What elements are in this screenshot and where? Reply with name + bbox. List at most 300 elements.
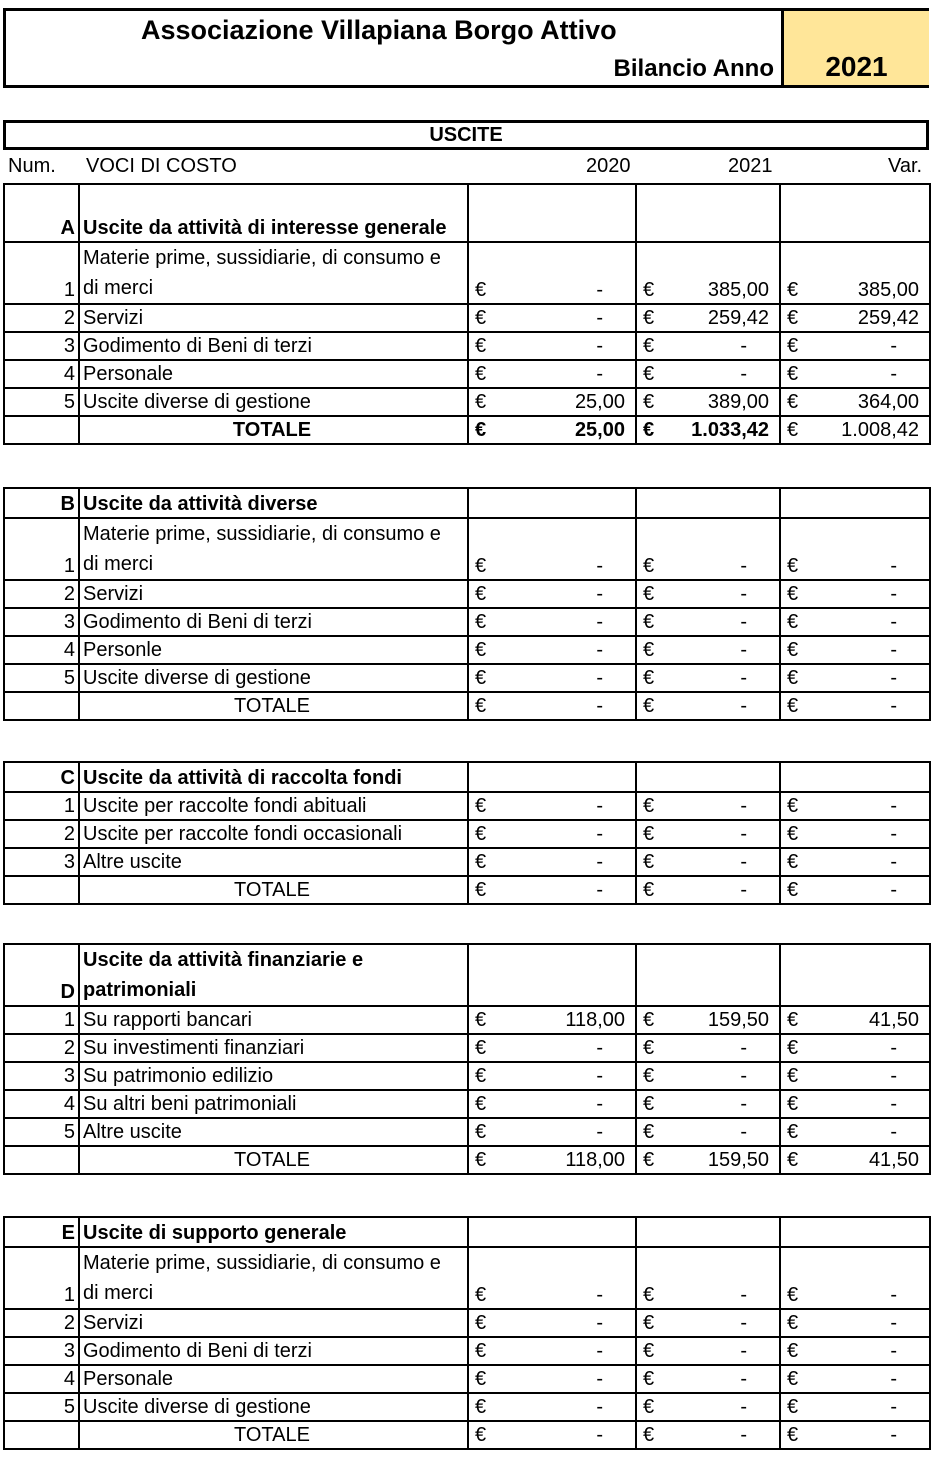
total-label: TOTALE xyxy=(79,1146,468,1174)
total-2020 xyxy=(468,876,636,904)
table-row xyxy=(4,304,930,332)
total-var-content xyxy=(787,1422,923,1448)
row-label: Su investimenti finanziari xyxy=(79,1034,468,1062)
value-var-value: - xyxy=(890,363,897,385)
value-var xyxy=(780,242,930,304)
currency-symbol: € xyxy=(475,363,487,385)
col-num-header: Num. xyxy=(8,155,56,177)
value-2021 xyxy=(636,792,780,820)
value-2020-content xyxy=(475,1282,629,1308)
total-2020-value: - xyxy=(596,879,603,901)
total-var-content xyxy=(787,877,923,903)
value-2020 xyxy=(468,580,636,608)
empty-cell xyxy=(636,488,780,518)
value-var-value: - xyxy=(890,1368,897,1390)
value-2020-content xyxy=(475,1119,629,1145)
report-subtitle: Bilancio Anno xyxy=(613,55,774,82)
currency-symbol: € xyxy=(643,1424,655,1446)
total-2021-value: - xyxy=(740,695,747,717)
total-2020-content xyxy=(475,1147,629,1173)
value-2020 xyxy=(468,1247,636,1309)
section-table-b xyxy=(3,487,931,721)
currency-symbol: € xyxy=(643,695,655,717)
value-2021-value: - xyxy=(740,1037,747,1059)
total-var-value: 41,50 xyxy=(868,1149,919,1171)
section-letter: B xyxy=(4,488,79,518)
total-row xyxy=(4,1421,930,1449)
row-label: Altre uscite xyxy=(79,848,468,876)
empty-cell xyxy=(636,184,780,242)
value-2020 xyxy=(468,518,636,580)
value-var xyxy=(780,792,930,820)
value-2020-value: - xyxy=(596,1396,603,1418)
table-row xyxy=(4,1006,930,1034)
total-row xyxy=(4,692,930,720)
value-2021 xyxy=(636,664,780,692)
value-var-content xyxy=(787,1310,923,1336)
row-label: Materie prime, sussidiarie, di consumo e di merci xyxy=(79,242,468,304)
value-2021 xyxy=(636,1090,780,1118)
currency-symbol: € xyxy=(475,1340,487,1362)
currency-symbol: € xyxy=(787,307,799,329)
value-2021 xyxy=(636,1365,780,1393)
value-2021 xyxy=(636,636,780,664)
value-var xyxy=(780,820,930,848)
value-2020-content xyxy=(475,333,629,359)
currency-symbol: € xyxy=(643,1121,655,1143)
value-2021-content xyxy=(643,1063,773,1089)
table-row xyxy=(4,1118,930,1146)
currency-symbol: € xyxy=(475,667,487,689)
value-var xyxy=(780,608,930,636)
currency-symbol: € xyxy=(475,1312,487,1334)
value-2020-value: - xyxy=(596,1121,603,1143)
row-label: Servizi xyxy=(79,580,468,608)
value-var-content xyxy=(787,277,923,303)
total-var xyxy=(780,1421,930,1449)
value-2021 xyxy=(636,820,780,848)
currency-symbol: € xyxy=(787,851,799,873)
value-2020-value: - xyxy=(596,335,603,357)
value-var-content xyxy=(787,305,923,331)
total-label: TOTALE xyxy=(79,1421,468,1449)
value-var-content xyxy=(787,793,923,819)
table-row xyxy=(4,1247,930,1309)
currency-symbol: € xyxy=(475,279,487,301)
empty-cell xyxy=(780,184,930,242)
total-2020 xyxy=(468,1146,636,1174)
currency-symbol: € xyxy=(787,1424,799,1446)
value-2021-value: 389,00 xyxy=(707,391,769,413)
col-2021-header: 2021 xyxy=(728,155,773,177)
value-2020-content xyxy=(475,305,629,331)
value-var-value: - xyxy=(890,1093,897,1115)
value-2021-value: - xyxy=(740,555,747,577)
currency-symbol: € xyxy=(475,555,487,577)
value-2021-content xyxy=(643,1338,773,1364)
row-label: Uscite per raccolte fondi abituali xyxy=(79,792,468,820)
currency-symbol: € xyxy=(643,667,655,689)
empty-cell xyxy=(636,762,780,792)
total-var xyxy=(780,692,930,720)
total-2021-content xyxy=(643,877,773,903)
value-var-value: - xyxy=(890,823,897,845)
currency-symbol: € xyxy=(787,335,799,357)
row-number: 5 xyxy=(4,388,79,416)
currency-symbol: € xyxy=(475,611,487,633)
row-number: 3 xyxy=(4,848,79,876)
year-box xyxy=(781,11,929,85)
value-var-content xyxy=(787,1338,923,1364)
table-row xyxy=(4,820,930,848)
value-2021-value: - xyxy=(740,363,747,385)
total-var-content xyxy=(787,417,923,443)
value-var xyxy=(780,1118,930,1146)
total-2021 xyxy=(636,1421,780,1449)
value-var-value: - xyxy=(890,639,897,661)
total-2021-value: - xyxy=(740,1424,747,1446)
value-var-content xyxy=(787,1007,923,1033)
row-label: Uscite per raccolte fondi occasionali xyxy=(79,820,468,848)
value-2020-value: - xyxy=(596,667,603,689)
total-var-content xyxy=(787,1147,923,1173)
value-var xyxy=(780,636,930,664)
table-row xyxy=(4,518,930,580)
row-label: Materie prime, sussidiarie, di consumo e di merci xyxy=(79,1247,468,1309)
value-2021-value: - xyxy=(740,795,747,817)
currency-symbol: € xyxy=(475,1284,487,1306)
value-2021-content xyxy=(643,849,773,875)
value-2021-content xyxy=(643,1091,773,1117)
currency-symbol: € xyxy=(643,639,655,661)
value-2020 xyxy=(468,1090,636,1118)
row-label: Uscite diverse di gestione xyxy=(79,388,468,416)
value-2021 xyxy=(636,1337,780,1365)
value-var xyxy=(780,332,930,360)
organization-title: Associazione Villapiana Borgo Attivo xyxy=(141,15,617,45)
total-2021-value: 1.033,42 xyxy=(691,419,769,441)
report-header xyxy=(3,8,929,88)
row-number: 3 xyxy=(4,608,79,636)
value-var xyxy=(780,1090,930,1118)
section-title: Uscite di supporto generale xyxy=(79,1217,468,1247)
value-2020-content xyxy=(475,581,629,607)
value-var-content xyxy=(787,609,923,635)
currency-symbol: € xyxy=(787,795,799,817)
value-2021 xyxy=(636,304,780,332)
currency-symbol: € xyxy=(643,795,655,817)
value-2020-value: - xyxy=(596,1284,603,1306)
value-2021 xyxy=(636,1034,780,1062)
value-2020-value: - xyxy=(596,851,603,873)
value-2020-value: - xyxy=(596,363,603,385)
value-var xyxy=(780,388,930,416)
row-number: 5 xyxy=(4,664,79,692)
currency-symbol: € xyxy=(787,1093,799,1115)
currency-symbol: € xyxy=(475,1368,487,1390)
empty-cell xyxy=(780,1217,930,1247)
value-2020 xyxy=(468,1034,636,1062)
section-heading-row xyxy=(4,184,930,242)
currency-symbol: € xyxy=(787,555,799,577)
value-2021 xyxy=(636,580,780,608)
currency-symbol: € xyxy=(787,279,799,301)
row-number: 1 xyxy=(4,1006,79,1034)
value-2021-value: - xyxy=(740,851,747,873)
section-title: Uscite da attività diverse xyxy=(79,488,468,518)
currency-symbol: € xyxy=(787,1368,799,1390)
total-row xyxy=(4,416,930,444)
value-var-value: - xyxy=(890,555,897,577)
value-2020-content xyxy=(475,361,629,387)
empty-cell xyxy=(636,944,780,1006)
row-label: Personale xyxy=(79,1365,468,1393)
value-2020-content xyxy=(475,821,629,847)
value-2021-content xyxy=(643,1310,773,1336)
currency-symbol: € xyxy=(643,307,655,329)
currency-symbol: € xyxy=(643,1149,655,1171)
total-2021-content xyxy=(643,1422,773,1448)
currency-symbol: € xyxy=(643,1037,655,1059)
total-2021-content xyxy=(643,417,773,443)
value-2020-content xyxy=(475,277,629,303)
empty-cell xyxy=(780,762,930,792)
value-var-content xyxy=(787,821,923,847)
col-voci-header: VOCI DI COSTO xyxy=(86,155,237,177)
value-2020-value: - xyxy=(596,307,603,329)
total-empty xyxy=(4,692,79,720)
value-2020 xyxy=(468,1118,636,1146)
currency-symbol: € xyxy=(787,611,799,633)
value-var xyxy=(780,1006,930,1034)
value-var-value: - xyxy=(890,851,897,873)
currency-symbol: € xyxy=(475,823,487,845)
currency-symbol: € xyxy=(475,1037,487,1059)
row-label: Su altri beni patrimoniali xyxy=(79,1090,468,1118)
currency-symbol: € xyxy=(787,823,799,845)
value-2021 xyxy=(636,1062,780,1090)
empty-cell xyxy=(468,944,636,1006)
section-table-c xyxy=(3,761,931,905)
currency-symbol: € xyxy=(787,363,799,385)
value-2021-value: - xyxy=(740,1065,747,1087)
currency-symbol: € xyxy=(643,1065,655,1087)
value-2020-value: - xyxy=(596,1065,603,1087)
report-year: 2021 xyxy=(825,51,888,82)
value-2021 xyxy=(636,1247,780,1309)
value-var-value: - xyxy=(890,1312,897,1334)
total-var xyxy=(780,1146,930,1174)
value-2021-value: - xyxy=(740,1284,747,1306)
value-2020 xyxy=(468,636,636,664)
value-2020-content xyxy=(475,1091,629,1117)
currency-symbol: € xyxy=(643,823,655,845)
empty-cell xyxy=(468,184,636,242)
row-label: Uscite diverse di gestione xyxy=(79,664,468,692)
total-2020-content xyxy=(475,693,629,719)
section-letter: A xyxy=(4,184,79,242)
value-2021-content xyxy=(643,305,773,331)
value-2020 xyxy=(468,848,636,876)
table-row xyxy=(4,388,930,416)
value-var-content xyxy=(787,637,923,663)
value-2021-value: - xyxy=(740,1312,747,1334)
total-2020 xyxy=(468,416,636,444)
total-var xyxy=(780,876,930,904)
section-title: Uscite da attività finanziarie e patrimoniali xyxy=(79,944,468,1006)
value-2020-value: - xyxy=(596,583,603,605)
value-2020-value: - xyxy=(596,823,603,845)
value-2020-content xyxy=(475,1035,629,1061)
value-2020-value: 118,00 xyxy=(565,1009,625,1031)
table-row xyxy=(4,1365,930,1393)
value-2021-content xyxy=(643,1007,773,1033)
row-label: Personale xyxy=(79,360,468,388)
currency-symbol: € xyxy=(643,611,655,633)
currency-symbol: € xyxy=(787,583,799,605)
row-number: 1 xyxy=(4,1247,79,1309)
value-2020-value: - xyxy=(596,1093,603,1115)
currency-symbol: € xyxy=(787,1065,799,1087)
value-2021-content xyxy=(643,333,773,359)
table-row xyxy=(4,848,930,876)
value-2021-value: - xyxy=(740,667,747,689)
value-2021-value: - xyxy=(740,1340,747,1362)
table-row xyxy=(4,792,930,820)
value-var-value: 364,00 xyxy=(857,391,919,413)
total-empty xyxy=(4,876,79,904)
table-row xyxy=(4,1337,930,1365)
value-2020 xyxy=(468,608,636,636)
value-var xyxy=(780,1337,930,1365)
section-heading-row xyxy=(4,762,930,792)
currency-symbol: € xyxy=(475,695,487,717)
total-var-content xyxy=(787,693,923,719)
value-var xyxy=(780,1034,930,1062)
value-var xyxy=(780,360,930,388)
row-label: Godimento di Beni di terzi xyxy=(79,332,468,360)
value-2021 xyxy=(636,1309,780,1337)
section-letter: C xyxy=(4,762,79,792)
value-2021-content xyxy=(643,389,773,415)
value-2020-value: - xyxy=(596,1368,603,1390)
total-2021-value: 159,50 xyxy=(707,1149,769,1171)
value-2021-value: - xyxy=(740,611,747,633)
currency-symbol: € xyxy=(643,391,655,413)
value-var-value: - xyxy=(890,1121,897,1143)
value-var-content xyxy=(787,389,923,415)
value-2021-content xyxy=(643,553,773,579)
section-table-d xyxy=(3,943,931,1175)
value-2021 xyxy=(636,1118,780,1146)
total-var-value: - xyxy=(890,879,897,901)
table-row xyxy=(4,1393,930,1421)
currency-symbol: € xyxy=(643,335,655,357)
row-label: Su patrimonio edilizio xyxy=(79,1062,468,1090)
currency-symbol: € xyxy=(643,1284,655,1306)
value-var-content xyxy=(787,849,923,875)
value-2021-content xyxy=(643,821,773,847)
total-2021-value: - xyxy=(740,879,747,901)
currency-symbol: € xyxy=(787,419,799,441)
row-number: 2 xyxy=(4,580,79,608)
value-2021-content xyxy=(643,1366,773,1392)
value-2021-value: - xyxy=(740,823,747,845)
value-var-content xyxy=(787,1366,923,1392)
value-2020-content xyxy=(475,609,629,635)
value-2020-content xyxy=(475,389,629,415)
total-2021 xyxy=(636,1146,780,1174)
total-empty xyxy=(4,1421,79,1449)
value-2021-content xyxy=(643,1119,773,1145)
value-2021-value: - xyxy=(740,335,747,357)
value-2020-value: 25,00 xyxy=(574,391,625,413)
value-2020-value: - xyxy=(596,1037,603,1059)
value-2020 xyxy=(468,304,636,332)
value-var-content xyxy=(787,1119,923,1145)
value-var-content xyxy=(787,581,923,607)
row-number: 5 xyxy=(4,1393,79,1421)
row-number: 2 xyxy=(4,304,79,332)
value-2021-content xyxy=(643,637,773,663)
value-2021 xyxy=(636,242,780,304)
value-2021-value: - xyxy=(740,639,747,661)
row-number: 2 xyxy=(4,1309,79,1337)
value-var xyxy=(780,1309,930,1337)
total-2020 xyxy=(468,1421,636,1449)
currency-symbol: € xyxy=(475,795,487,817)
total-row xyxy=(4,876,930,904)
value-2021-value: 259,42 xyxy=(707,307,769,329)
currency-symbol: € xyxy=(475,419,487,441)
value-2021 xyxy=(636,388,780,416)
row-label: Uscite diverse di gestione xyxy=(79,1393,468,1421)
value-2021-value: - xyxy=(740,1368,747,1390)
value-2021-content xyxy=(643,1035,773,1061)
empty-cell xyxy=(780,944,930,1006)
total-2020-content xyxy=(475,417,629,443)
value-var-value: - xyxy=(890,667,897,689)
value-var-content xyxy=(787,1282,923,1308)
row-number: 4 xyxy=(4,1090,79,1118)
currency-symbol: € xyxy=(643,1340,655,1362)
value-var xyxy=(780,1062,930,1090)
total-var xyxy=(780,416,930,444)
value-var xyxy=(780,518,930,580)
value-var-value: - xyxy=(890,1037,897,1059)
currency-symbol: € xyxy=(475,1396,487,1418)
empty-cell xyxy=(636,1217,780,1247)
row-label: Altre uscite xyxy=(79,1118,468,1146)
value-2021-content xyxy=(643,277,773,303)
value-var-value: 259,42 xyxy=(857,307,919,329)
currency-symbol: € xyxy=(475,583,487,605)
value-2020 xyxy=(468,1006,636,1034)
value-2021-value: - xyxy=(740,1121,747,1143)
value-2020 xyxy=(468,1337,636,1365)
section-heading: USCITE xyxy=(3,120,929,150)
value-var xyxy=(780,848,930,876)
value-2020 xyxy=(468,242,636,304)
currency-symbol: € xyxy=(475,1149,487,1171)
currency-symbol: € xyxy=(475,1121,487,1143)
currency-symbol: € xyxy=(787,1149,799,1171)
currency-symbol: € xyxy=(787,1312,799,1334)
total-2021-content xyxy=(643,1147,773,1173)
section-title: Uscite da attività di interesse generale xyxy=(79,184,468,242)
value-var xyxy=(780,1393,930,1421)
section-title: Uscite da attività di raccolta fondi xyxy=(79,762,468,792)
